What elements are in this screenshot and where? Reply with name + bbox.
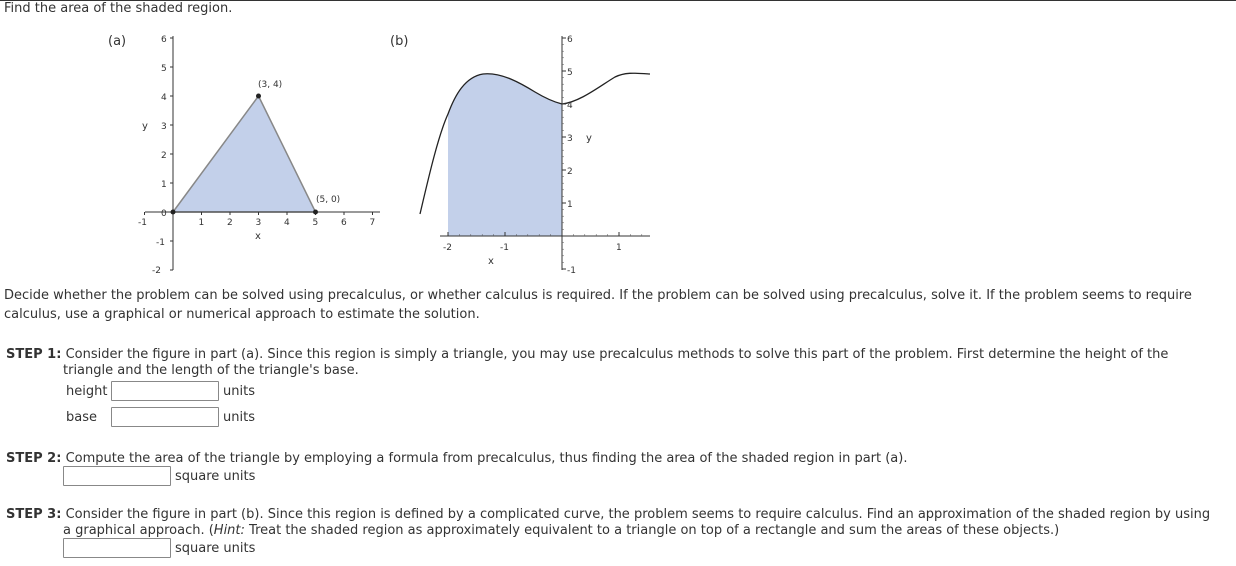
step2-answer-row	[63, 466, 255, 486]
y-tick-0: 0	[161, 209, 167, 219]
base-unit: units	[223, 409, 255, 425]
base-label: base	[66, 409, 97, 425]
y-tick-2: 2	[567, 167, 573, 177]
y-axis-label: y	[142, 121, 148, 132]
base-input[interactable]	[111, 407, 219, 427]
step3-line2-b: Treat the shaded region as approximately equivalent to a triangle on top of a rectangle and sum the areas of these objects.)	[244, 523, 1060, 538]
problem-prompt: Find the area of the shaded region.	[4, 1, 233, 16]
step1-text	[6, 347, 1168, 379]
step1-label: STEP 1:	[6, 347, 62, 362]
x-tick-3: 3	[255, 218, 262, 228]
height-unit: units	[223, 383, 255, 399]
x-tick-5: 5	[312, 218, 319, 228]
x-tick-6: 6	[341, 218, 347, 228]
y-tick-5: 5	[161, 64, 167, 74]
base-row	[66, 407, 255, 427]
step3-unit: square units	[175, 540, 256, 556]
y-tick-2: 2	[161, 151, 167, 161]
step3-line2	[63, 523, 1059, 539]
x-tick-1: 1	[616, 243, 622, 253]
height-input[interactable]	[111, 381, 219, 401]
y-tick-4: 4	[567, 101, 573, 111]
y-tick-4: 4	[161, 93, 167, 103]
height-row	[66, 381, 255, 401]
step1-line1: Consider the figure in part (a). Since this region is simply a triangle, you may use precalculus methods to solve this part of the problem. First determine the height of the	[65, 347, 1169, 362]
x-tick-1: 1	[198, 218, 205, 228]
y-tick-3: 3	[567, 134, 573, 144]
y-tick-1: 1	[161, 180, 167, 190]
step3-hint-label: Hint:	[213, 523, 245, 538]
step3-line2-a: a graphical approach. (	[63, 523, 214, 538]
figure-b-label: (b)	[390, 34, 409, 49]
step2-label: STEP 2:	[6, 451, 62, 466]
y-tick-neg1: -1	[567, 266, 576, 276]
y-tick-neg1: -1	[156, 238, 165, 248]
x-axis-label: x	[255, 231, 261, 242]
x-tick-4: 4	[284, 218, 290, 228]
y-tick-6: 6	[161, 35, 167, 45]
instructions-text: Decide whether the problem can be solved using precalculus, or whether calculus is required. If the problem can be solved using precalculus, solve it. If the problem seems to require calculus, use a graphical or numerical approach to estimate the solution.	[4, 288, 1192, 322]
step2-unit: square units	[175, 468, 256, 484]
step2-text	[6, 451, 907, 467]
point-top	[256, 94, 261, 99]
x-axis-label: x	[488, 256, 494, 267]
x-tick-neg2: -2	[443, 243, 452, 253]
step3-text	[6, 507, 1210, 539]
figure-a-graph	[130, 30, 390, 275]
point-right	[313, 210, 318, 215]
step3-label: STEP 3:	[6, 507, 62, 522]
step3-line1: Consider the figure in part (b). Since this region is defined by a complicated curve, the problem seems to require calculus. Find an approximation of the shaded region by using	[65, 507, 1211, 522]
x-tick-neg1: -1	[138, 218, 147, 228]
point-right-label: (5, 0)	[316, 195, 341, 205]
triangle-shaded-region	[173, 96, 316, 212]
step1-line2: triangle and the length of the triangle's base.	[63, 363, 359, 378]
y-tick-5: 5	[567, 68, 573, 78]
height-label: height	[66, 383, 108, 399]
y-tick-6: 6	[567, 35, 573, 45]
step3-answer-row	[63, 538, 255, 558]
step2-area-input[interactable]	[63, 466, 171, 486]
y-tick-neg2: -2	[152, 266, 161, 275]
x-tick-neg1: -1	[500, 243, 509, 253]
figure-b-graph	[410, 30, 665, 278]
y-tick-1: 1	[567, 200, 573, 210]
figure-a-label: (a)	[108, 34, 127, 49]
y-axis-label: y	[586, 133, 592, 144]
point-top-label: (3, 4)	[258, 80, 283, 90]
step2-line: Compute the area of the triangle by employing a formula from precalculus, thus finding the area of the shaded region in part (a).	[65, 451, 908, 466]
point-origin	[171, 210, 176, 215]
y-tick-3: 3	[161, 122, 167, 132]
x-tick-2: 2	[227, 218, 233, 228]
x-tick-7: 7	[369, 218, 376, 228]
step3-area-input[interactable]	[63, 538, 171, 558]
